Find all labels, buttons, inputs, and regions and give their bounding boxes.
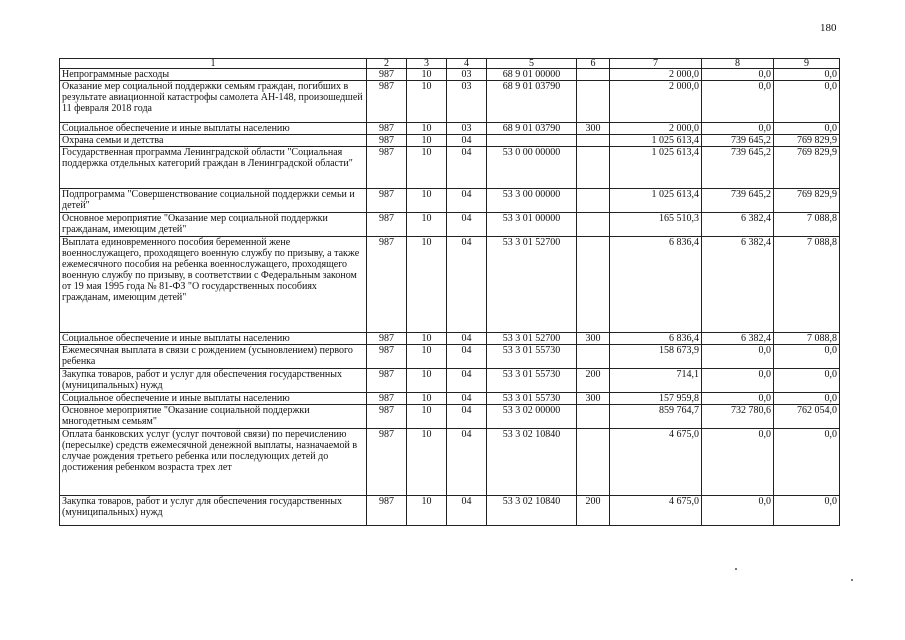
header-cell: 5: [487, 59, 577, 69]
table-row: [60, 81, 840, 123]
row-type-cell: [577, 237, 610, 333]
row-amount-cell: 1 025 613,4: [610, 189, 702, 213]
row-amount-cell: 0,0: [774, 81, 840, 123]
row-amount-cell: 714,1: [610, 369, 702, 393]
row-subsection-cell: 04: [447, 429, 487, 496]
header-cell: 3: [407, 59, 447, 69]
scan-speck: [851, 579, 853, 581]
row-name-cell: Социальное обеспечение и иные выплаты населению: [60, 393, 367, 405]
header-cell: 8: [702, 59, 774, 69]
header-row: [60, 59, 840, 69]
row-amount-cell: 6 382,4: [702, 237, 774, 333]
header-cell: 2: [367, 59, 407, 69]
row-amount-cell: 0,0: [702, 369, 774, 393]
row-amount-cell: 732 780,6: [702, 405, 774, 429]
row-amount-cell: 2 000,0: [610, 69, 702, 81]
table-row: [60, 69, 840, 81]
row-name-cell: Оказание мер социальной поддержки семьям граждан, погибших в результате авиационной катастрофы самолета АН-148, произошедшей 11 февраля 2018 года: [60, 81, 367, 123]
row-code-cell: 987: [367, 69, 407, 81]
row-type-cell: [577, 429, 610, 496]
row-amount-cell: 0,0: [702, 393, 774, 405]
row-type-cell: [577, 345, 610, 369]
row-target-cell: 68 9 01 03790: [487, 123, 577, 135]
row-section-cell: 10: [407, 429, 447, 496]
row-code-cell: 987: [367, 123, 407, 135]
row-name-cell: Основное мероприятие "Оказание социальной поддержки многодетным семьям": [60, 405, 367, 429]
page-number: 180: [820, 22, 837, 34]
row-target-cell: 53 3 01 52700: [487, 333, 577, 345]
row-amount-cell: 0,0: [702, 123, 774, 135]
row-code-cell: 987: [367, 81, 407, 123]
table-row: [60, 123, 840, 135]
row-section-cell: 10: [407, 405, 447, 429]
row-amount-cell: 0,0: [702, 69, 774, 81]
row-subsection-cell: 04: [447, 135, 487, 147]
row-target-cell: 53 3 01 52700: [487, 237, 577, 333]
row-amount-cell: 739 645,2: [702, 189, 774, 213]
row-amount-cell: 739 645,2: [702, 135, 774, 147]
row-amount-cell: 4 675,0: [610, 429, 702, 496]
row-amount-cell: 0,0: [774, 369, 840, 393]
table-row: [60, 345, 840, 369]
row-subsection-cell: 03: [447, 81, 487, 123]
row-amount-cell: 0,0: [774, 69, 840, 81]
row-target-cell: 53 3 00 00000: [487, 189, 577, 213]
row-section-cell: 10: [407, 369, 447, 393]
table-row: [60, 393, 840, 405]
row-name-cell: Социальное обеспечение и иные выплаты населению: [60, 333, 367, 345]
row-code-cell: 987: [367, 189, 407, 213]
row-code-cell: 987: [367, 405, 407, 429]
row-amount-cell: 0,0: [774, 496, 840, 526]
table-row: [60, 189, 840, 213]
row-amount-cell: 859 764,7: [610, 405, 702, 429]
row-target-cell: 53 3 02 10840: [487, 429, 577, 496]
row-target-cell: 53 3 01 00000: [487, 213, 577, 237]
row-amount-cell: 769 829,9: [774, 147, 840, 189]
row-subsection-cell: 04: [447, 189, 487, 213]
row-amount-cell: 7 088,8: [774, 213, 840, 237]
row-amount-cell: 769 829,9: [774, 135, 840, 147]
row-type-cell: [577, 147, 610, 189]
row-amount-cell: 157 959,8: [610, 393, 702, 405]
row-amount-cell: 0,0: [774, 123, 840, 135]
row-name-cell: Оплата банковских услуг (услуг почтовой связи) по перечислению (пересылке) средств ежемесячной денежной выплаты, назначаемой в случае рождения третьего ребенка или последующих детей до достижения ребенком возраста трех лет: [60, 429, 367, 496]
row-code-cell: 987: [367, 135, 407, 147]
table-row: [60, 429, 840, 496]
row-amount-cell: 0,0: [702, 81, 774, 123]
row-amount-cell: 6 382,4: [702, 333, 774, 345]
row-name-cell: Подпрограмма "Совершенствование социальной поддержки семьи и детей": [60, 189, 367, 213]
row-target-cell: 53 0 00 00000: [487, 147, 577, 189]
row-code-cell: 987: [367, 213, 407, 237]
table-row: [60, 237, 840, 333]
row-target-cell: 68 9 01 00000: [487, 69, 577, 81]
header-cell: 9: [774, 59, 840, 69]
row-amount-cell: 0,0: [774, 345, 840, 369]
row-amount-cell: 6 382,4: [702, 213, 774, 237]
row-amount-cell: 1 025 613,4: [610, 135, 702, 147]
row-type-cell: [577, 213, 610, 237]
row-name-cell: Государственная программа Ленинградской области "Социальная поддержка отдельных категорий граждан в Ленинградской области": [60, 147, 367, 189]
row-subsection-cell: 04: [447, 369, 487, 393]
row-amount-cell: 762 054,0: [774, 405, 840, 429]
row-name-cell: Непрограммные расходы: [60, 69, 367, 81]
row-code-cell: 987: [367, 496, 407, 526]
table-row: [60, 147, 840, 189]
row-name-cell: Охрана семьи и детства: [60, 135, 367, 147]
row-name-cell: Социальное обеспечение и иные выплаты населению: [60, 123, 367, 135]
budget-table: [59, 58, 840, 526]
row-type-cell: [577, 81, 610, 123]
row-amount-cell: 739 645,2: [702, 147, 774, 189]
row-section-cell: 10: [407, 69, 447, 81]
row-name-cell: Ежемесячная выплата в связи с рождением (усыновлением) первого ребенка: [60, 345, 367, 369]
row-code-cell: 987: [367, 237, 407, 333]
row-type-cell: [577, 405, 610, 429]
row-subsection-cell: 04: [447, 393, 487, 405]
row-section-cell: 10: [407, 393, 447, 405]
row-subsection-cell: 04: [447, 237, 487, 333]
row-name-cell: Закупка товаров, работ и услуг для обеспечения государственных (муниципальных) нужд: [60, 369, 367, 393]
row-type-cell: [577, 135, 610, 147]
table-row: [60, 369, 840, 393]
row-subsection-cell: 04: [447, 213, 487, 237]
row-section-cell: 10: [407, 123, 447, 135]
row-type-cell: 300: [577, 123, 610, 135]
row-section-cell: 10: [407, 496, 447, 526]
row-section-cell: 10: [407, 345, 447, 369]
row-section-cell: 10: [407, 189, 447, 213]
row-section-cell: 10: [407, 147, 447, 189]
row-section-cell: 10: [407, 237, 447, 333]
table-row: [60, 405, 840, 429]
row-type-cell: 300: [577, 393, 610, 405]
row-section-cell: 10: [407, 213, 447, 237]
table-row: [60, 333, 840, 345]
scan-speck: [735, 568, 737, 570]
row-target-cell: 53 3 02 00000: [487, 405, 577, 429]
row-section-cell: 10: [407, 333, 447, 345]
row-amount-cell: 6 836,4: [610, 333, 702, 345]
header-cell: 6: [577, 59, 610, 69]
row-amount-cell: 4 675,0: [610, 496, 702, 526]
table-row: [60, 496, 840, 526]
row-amount-cell: 0,0: [702, 345, 774, 369]
row-amount-cell: 0,0: [774, 393, 840, 405]
row-amount-cell: 1 025 613,4: [610, 147, 702, 189]
row-subsection-cell: 03: [447, 123, 487, 135]
row-type-cell: 200: [577, 496, 610, 526]
row-type-cell: 200: [577, 369, 610, 393]
row-target-cell: 53 3 02 10840: [487, 496, 577, 526]
row-amount-cell: 0,0: [774, 429, 840, 496]
row-subsection-cell: 04: [447, 333, 487, 345]
row-code-cell: 987: [367, 393, 407, 405]
row-subsection-cell: 04: [447, 147, 487, 189]
row-subsection-cell: 04: [447, 345, 487, 369]
header-cell: 4: [447, 59, 487, 69]
row-type-cell: 300: [577, 333, 610, 345]
row-section-cell: 10: [407, 81, 447, 123]
row-subsection-cell: 03: [447, 69, 487, 81]
row-amount-cell: 158 673,9: [610, 345, 702, 369]
row-amount-cell: 6 836,4: [610, 237, 702, 333]
row-amount-cell: 0,0: [702, 429, 774, 496]
row-name-cell: Основное мероприятие "Оказание мер социальной поддержки гражданам, имеющим детей": [60, 213, 367, 237]
row-code-cell: 987: [367, 345, 407, 369]
row-subsection-cell: 04: [447, 405, 487, 429]
row-code-cell: 987: [367, 369, 407, 393]
row-type-cell: [577, 189, 610, 213]
row-code-cell: 987: [367, 147, 407, 189]
row-amount-cell: 2 000,0: [610, 81, 702, 123]
header-cell: 1: [60, 59, 367, 69]
row-amount-cell: 7 088,8: [774, 237, 840, 333]
row-amount-cell: 7 088,8: [774, 333, 840, 345]
row-section-cell: 10: [407, 135, 447, 147]
row-amount-cell: 0,0: [702, 496, 774, 526]
row-subsection-cell: 04: [447, 496, 487, 526]
row-amount-cell: 2 000,0: [610, 123, 702, 135]
table-row: [60, 135, 840, 147]
row-name-cell: Закупка товаров, работ и услуг для обеспечения государственных (муниципальных) нужд: [60, 496, 367, 526]
row-type-cell: [577, 69, 610, 81]
row-target-cell: 53 3 01 55730: [487, 369, 577, 393]
row-code-cell: 987: [367, 429, 407, 496]
row-amount-cell: 165 510,3: [610, 213, 702, 237]
row-name-cell: Выплата единовременного пособия беременной жене военнослужащего, проходящего военную службу по призыву, а также ежемесячного пособия на ребенка военнослужащего, проходящего военную службу по призыву, в соответствии с Федеральным законом от 19 мая 1995 года № 81-ФЗ "О государственных пособиях гражданам, имеющим детей": [60, 237, 367, 333]
row-target-cell: [487, 135, 577, 147]
row-amount-cell: 769 829,9: [774, 189, 840, 213]
row-code-cell: 987: [367, 333, 407, 345]
row-target-cell: 68 9 01 03790: [487, 81, 577, 123]
header-cell: 7: [610, 59, 702, 69]
row-target-cell: 53 3 01 55730: [487, 345, 577, 369]
row-target-cell: 53 3 01 55730: [487, 393, 577, 405]
table-row: [60, 213, 840, 237]
